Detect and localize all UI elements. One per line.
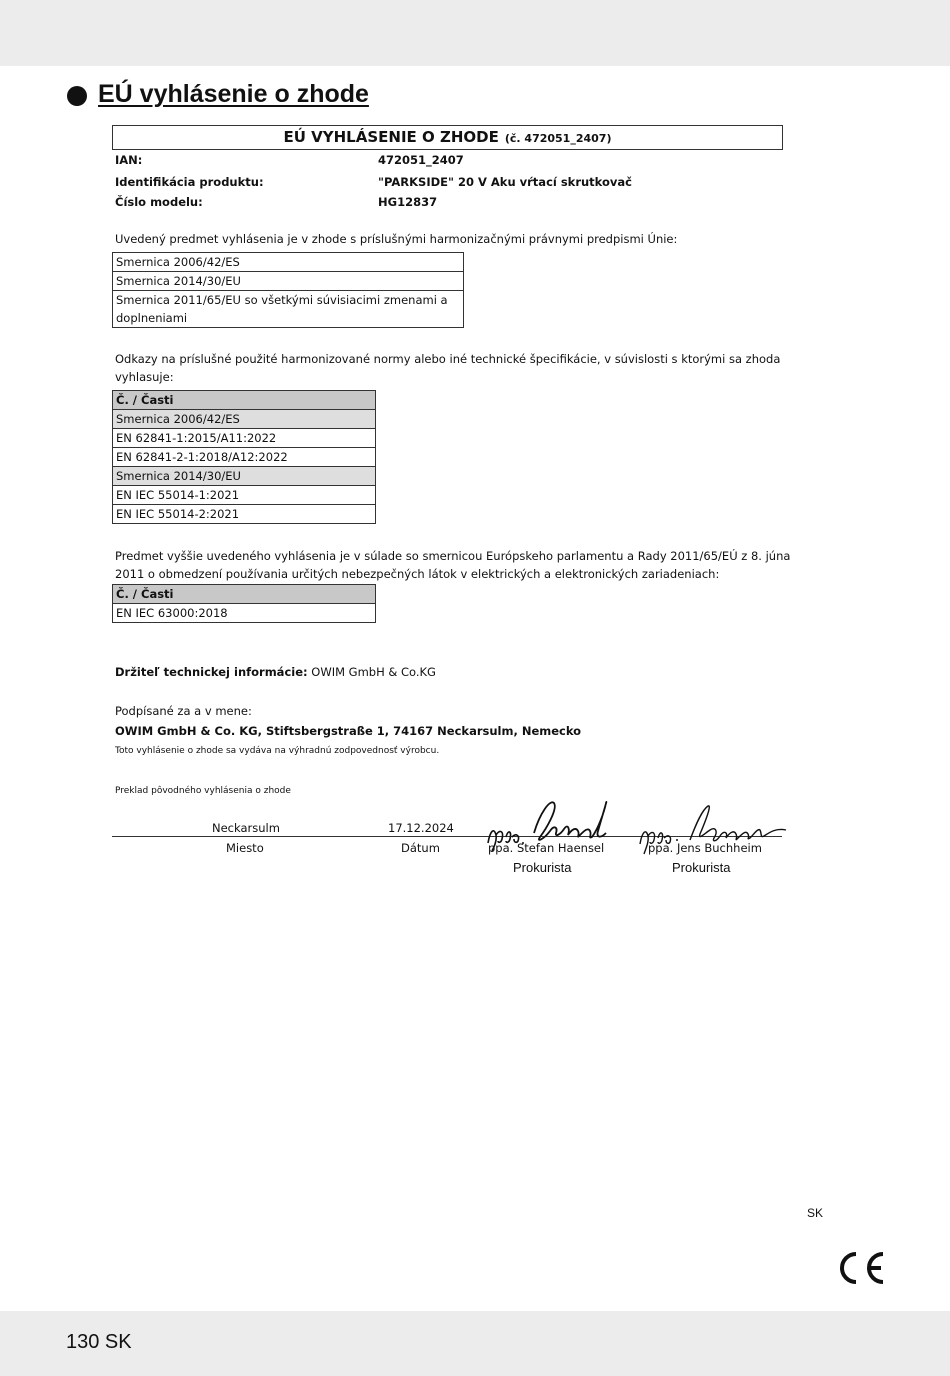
directives-table <box>112 252 464 328</box>
standard-cell: EN 62841-2-1:2018/A12:2022 <box>113 448 376 467</box>
holder-label: Držiteľ technickej informácie: <box>115 665 308 679</box>
rohs-standard-cell: EN IEC 63000:2018 <box>113 604 376 623</box>
signer1-role: Prokurista <box>513 860 572 875</box>
translation-note: Preklad pôvodného vyhlásenia o zhode <box>115 786 291 796</box>
place-value: Neckarsulm <box>212 821 280 835</box>
table-row <box>113 253 464 272</box>
signature-buchheim <box>636 800 792 858</box>
signer2-name: ppa. Jens Buchheim <box>648 841 762 855</box>
table-row <box>113 486 376 505</box>
language-mark: SK <box>807 1206 824 1220</box>
bottom-band <box>0 1311 950 1376</box>
standard-cell: EN IEC 55014-2:2021 <box>113 505 376 524</box>
product-label: Identifikácia produktu: <box>115 175 264 189</box>
ian-label: IAN: <box>115 153 143 167</box>
date-label: Dátum <box>401 841 440 855</box>
signer1-name: ppa. Stefan Haensel <box>488 841 605 855</box>
standard-cell: Smernica 2006/42/ES <box>113 410 376 429</box>
table-row <box>113 467 376 486</box>
rohs-text-line1: Predmet vyššie uvedeného vyhlásenia je v súlade so smernicou Európskeho parlamentu a Rady 2011/65/EÚ z 8. júna <box>115 549 791 563</box>
model-value: HG12837 <box>378 195 438 209</box>
date-value: 17.12.2024 <box>388 821 454 835</box>
table-row <box>113 505 376 524</box>
standard-cell: EN 62841-1:2015/A11:2022 <box>113 429 376 448</box>
union-legislation-text: Uvedený predmet vyhlásenia je v zhode s príslušnými harmonizačnými právnymi predpismi Únie: <box>115 232 678 246</box>
place-label: Miesto <box>226 841 264 855</box>
standard-cell: EN IEC 55014-1:2021 <box>113 486 376 505</box>
ian-value: 472051_2407 <box>378 153 464 167</box>
table-row <box>113 604 376 623</box>
declaration-title-box <box>112 125 783 150</box>
directive-cell: Smernica 2014/30/EU <box>113 272 464 291</box>
page-number: 130 SK <box>66 1331 132 1353</box>
standards-intro-line1: Odkazy na príslušné použité harmonizované normy alebo iné technické špecifikácie, v súvislosti s ktorými sa zhoda <box>115 352 781 366</box>
standards-header: Č. / Časti <box>113 391 376 410</box>
standards-table <box>112 390 376 524</box>
standards-intro-line2: vyhlasuje: <box>115 370 174 384</box>
page-heading: EÚ vyhlásenie o zhode <box>98 80 369 108</box>
declaration-reference: (č. 472051_2407) <box>504 132 612 145</box>
directive-cell: Smernica 2011/65/EU so všetkými súvisiacimi zmenami a doplneniami <box>113 291 464 328</box>
product-value: "PARKSIDE" 20 V Aku vŕtací skrutkovač <box>378 175 632 189</box>
signer2-role: Prokurista <box>672 860 731 875</box>
bullet-icon <box>67 86 87 106</box>
table-row <box>113 291 464 328</box>
table-header-row <box>113 391 376 410</box>
table-header-row <box>113 585 376 604</box>
table-row <box>113 448 376 467</box>
ce-mark-icon <box>834 1250 886 1286</box>
table-row <box>113 272 464 291</box>
table-row <box>113 410 376 429</box>
declaration-title: EÚ VYHLÁSENIE O ZHODE <box>283 128 499 146</box>
model-label: Číslo modelu: <box>115 195 203 209</box>
signed-company: OWIM GmbH & Co. KG, Stiftsbergstraße 1, 74167 Neckarsulm, Nemecko <box>115 724 582 738</box>
top-band <box>0 0 950 66</box>
rohs-table <box>112 584 376 623</box>
directive-cell: Smernica 2006/42/ES <box>113 253 464 272</box>
technical-holder <box>115 665 436 679</box>
rohs-text-line2: 2011 o obmedzení používania určitých nebezpečných látok v elektrických a elektronických zariadeniach: <box>115 567 720 581</box>
table-row <box>113 429 376 448</box>
standard-cell: Smernica 2014/30/EU <box>113 467 376 486</box>
signature-haensel <box>484 793 616 855</box>
signed-label: Podpísané za a v mene: <box>115 704 252 718</box>
rohs-header: Č. / Časti <box>113 585 376 604</box>
responsibility-note: Toto vyhlásenie o zhode sa vydáva na výhradnú zodpovednosť výrobcu. <box>115 746 440 756</box>
holder-value: OWIM GmbH & Co.KG <box>311 665 436 679</box>
